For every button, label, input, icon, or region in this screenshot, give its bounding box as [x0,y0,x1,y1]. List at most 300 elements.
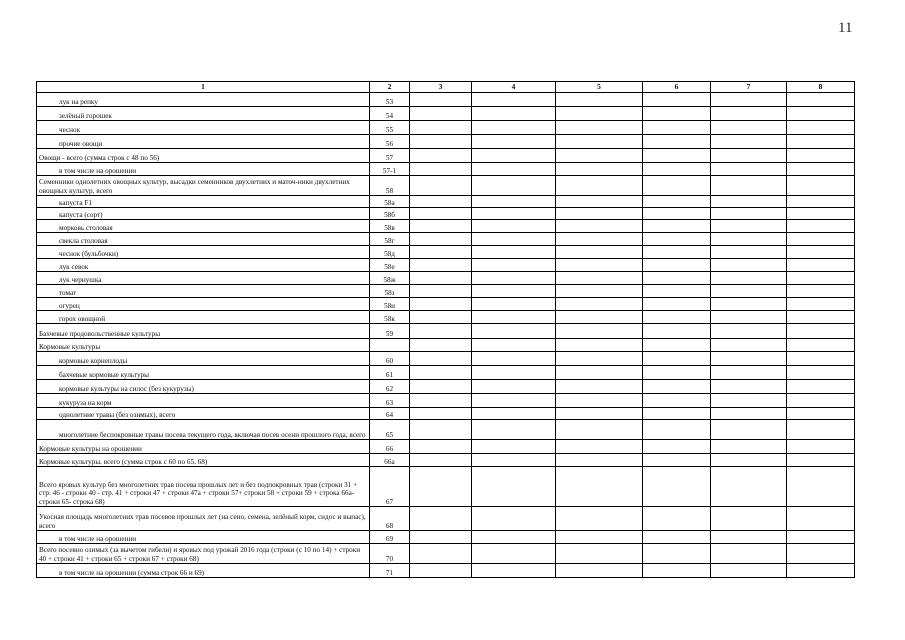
value-cell-col-8[interactable] [787,93,855,107]
value-cell-col-3[interactable] [410,176,472,196]
value-cell-col-4[interactable] [472,272,556,285]
row-code: 63 [370,394,410,408]
value-cell-col-8[interactable] [787,324,855,339]
value-cell-col-5[interactable] [556,440,643,454]
value-cell-col-5[interactable] [556,324,643,339]
row-code: 58е [370,259,410,272]
value-cell-col-4[interactable] [472,149,556,163]
value-cell-col-5[interactable] [556,339,643,352]
value-cell-col-8[interactable] [787,135,855,149]
value-cell-col-3[interactable] [410,259,472,272]
row-label: капуста (сорт) [37,208,370,220]
value-cell-col-8[interactable] [787,454,855,467]
value-cell-col-3[interactable] [410,339,472,352]
row-code: 57-1 [370,163,410,176]
value-cell-col-5[interactable] [556,176,643,196]
table-row [37,352,855,366]
value-cell-col-5[interactable] [556,93,643,107]
row-code: 65 [370,420,410,440]
row-code: 58д [370,246,410,259]
value-cell-col-4[interactable] [472,220,556,233]
value-cell-col-8[interactable] [787,121,855,135]
value-cell-col-5[interactable] [556,121,643,135]
value-cell-col-4[interactable] [472,196,556,208]
value-cell-col-6[interactable] [643,233,711,246]
value-cell-col-6[interactable] [643,135,711,149]
value-cell-col-6[interactable] [643,272,711,285]
column-header: 5 [556,82,643,93]
value-cell-col-5[interactable] [556,420,643,440]
value-cell-col-4[interactable] [472,454,556,467]
value-cell-col-3[interactable] [410,366,472,380]
row-code: 53 [370,93,410,107]
value-cell-col-7[interactable] [711,220,787,233]
table-row [37,324,855,339]
row-label: морковь столовая [37,220,370,233]
value-cell-col-3[interactable] [410,440,472,454]
value-cell-col-6[interactable] [643,298,711,311]
value-cell-col-7[interactable] [711,366,787,380]
row-code: 66а [370,454,410,467]
value-cell-col-7[interactable] [711,380,787,394]
value-cell-col-3[interactable] [410,135,472,149]
value-cell-col-8[interactable] [787,564,855,578]
row-label: огурец [37,298,370,311]
value-cell-col-5[interactable] [556,311,643,324]
value-cell-col-6[interactable] [643,149,711,163]
value-cell-col-3[interactable] [410,394,472,408]
value-cell-col-7[interactable] [711,394,787,408]
table-row [37,135,855,149]
value-cell-col-8[interactable] [787,352,855,366]
table-row [37,149,855,163]
value-cell-col-7[interactable] [711,163,787,176]
value-cell-col-3[interactable] [410,467,472,507]
value-cell-col-4[interactable] [472,324,556,339]
value-cell-col-7[interactable] [711,121,787,135]
column-header: 3 [410,82,472,93]
row-label: прочие овощи [37,135,370,149]
table-row [37,380,855,394]
table-row [37,531,855,544]
value-cell-col-3[interactable] [410,352,472,366]
value-cell-col-4[interactable] [472,233,556,246]
row-code: 61 [370,366,410,380]
value-cell-col-5[interactable] [556,135,643,149]
column-header: 1 [37,82,370,93]
column-header: 6 [643,82,711,93]
value-cell-col-8[interactable] [787,531,855,544]
value-cell-col-4[interactable] [472,163,556,176]
value-cell-col-7[interactable] [711,208,787,220]
value-cell-col-6[interactable] [643,339,711,352]
row-code: 57 [370,149,410,163]
value-cell-col-6[interactable] [643,394,711,408]
value-cell-col-6[interactable] [643,220,711,233]
table-row [37,246,855,259]
value-cell-col-6[interactable] [643,285,711,298]
table-row [37,366,855,380]
value-cell-col-8[interactable] [787,380,855,394]
value-cell-col-7[interactable] [711,176,787,196]
table-row [37,285,855,298]
value-cell-col-7[interactable] [711,324,787,339]
value-cell-col-6[interactable] [643,121,711,135]
value-cell-col-5[interactable] [556,467,643,507]
value-cell-col-3[interactable] [410,107,472,121]
value-cell-col-7[interactable] [711,507,787,531]
value-cell-col-7[interactable] [711,531,787,544]
value-cell-col-5[interactable] [556,220,643,233]
row-code: 58 [370,176,410,196]
value-cell-col-7[interactable] [711,408,787,420]
value-cell-col-8[interactable] [787,163,855,176]
value-cell-col-8[interactable] [787,408,855,420]
value-cell-col-5[interactable] [556,259,643,272]
row-label: чеснок (бульбочки) [37,246,370,259]
value-cell-col-4[interactable] [472,339,556,352]
value-cell-col-8[interactable] [787,233,855,246]
value-cell-col-3[interactable] [410,544,472,564]
value-cell-col-8[interactable] [787,259,855,272]
value-cell-col-3[interactable] [410,233,472,246]
value-cell-col-4[interactable] [472,246,556,259]
table-row [37,220,855,233]
value-cell-col-4[interactable] [472,311,556,324]
value-cell-col-8[interactable] [787,366,855,380]
value-cell-col-6[interactable] [643,454,711,467]
header-row [37,82,855,93]
row-code: 66 [370,440,410,454]
value-cell-col-6[interactable] [643,93,711,107]
row-label: многолетние беспокровные травы посева текущего года, включая посев осени прошлого года, всего [37,420,370,440]
value-cell-col-8[interactable] [787,149,855,163]
value-cell-col-7[interactable] [711,564,787,578]
value-cell-col-4[interactable] [472,420,556,440]
value-cell-col-8[interactable] [787,220,855,233]
row-code: 64 [370,408,410,420]
value-cell-col-5[interactable] [556,107,643,121]
row-label: Овощи - всего (сумма строк с 48 по 56) [37,149,370,163]
value-cell-col-5[interactable] [556,208,643,220]
row-code: 54 [370,107,410,121]
value-cell-col-5[interactable] [556,564,643,578]
value-cell-col-7[interactable] [711,311,787,324]
value-cell-col-5[interactable] [556,394,643,408]
row-code: 58в [370,220,410,233]
value-cell-col-6[interactable] [643,380,711,394]
value-cell-col-7[interactable] [711,467,787,507]
value-cell-col-3[interactable] [410,298,472,311]
value-cell-col-5[interactable] [556,454,643,467]
row-code: 58и [370,298,410,311]
column-header: 2 [370,82,410,93]
table-row [37,394,855,408]
row-label: зелёный горошек [37,107,370,121]
value-cell-col-6[interactable] [643,352,711,366]
value-cell-col-5[interactable] [556,366,643,380]
value-cell-col-5[interactable] [556,233,643,246]
value-cell-col-6[interactable] [643,196,711,208]
value-cell-col-6[interactable] [643,311,711,324]
row-label: Кормовые культуры [37,339,370,352]
column-header: 8 [787,82,855,93]
value-cell-col-4[interactable] [472,121,556,135]
row-code: 58а [370,196,410,208]
table-row [37,440,855,454]
table-row [37,544,855,564]
value-cell-col-8[interactable] [787,196,855,208]
value-cell-col-5[interactable] [556,196,643,208]
row-label: Кормовые культуры, всего (сумма строк с 60 по 65, 68) [37,454,370,467]
value-cell-col-7[interactable] [711,544,787,564]
table-row [37,420,855,440]
row-code: 67 [370,467,410,507]
value-cell-col-7[interactable] [711,339,787,352]
row-code: 69 [370,531,410,544]
value-cell-col-7[interactable] [711,352,787,366]
value-cell-col-3[interactable] [410,420,472,440]
row-code: 58г [370,233,410,246]
value-cell-col-3[interactable] [410,531,472,544]
value-cell-col-8[interactable] [787,420,855,440]
value-cell-col-6[interactable] [643,564,711,578]
value-cell-col-7[interactable] [711,440,787,454]
row-label: Всего яровых культур без многолетних трав посева прошлых лет и без подпокровных трав (строки 31 + стр. 46 - строки 40 - стр. 41 + строки 47 + строки 47а + строки 57+ строки 58 + строки 59 + строка 66а- строки 65- строка 68) [37,467,370,507]
table-row [37,121,855,135]
value-cell-col-7[interactable] [711,196,787,208]
table-row [37,339,855,352]
value-cell-col-6[interactable] [643,440,711,454]
value-cell-col-3[interactable] [410,163,472,176]
value-cell-col-6[interactable] [643,467,711,507]
row-label: Семенники однолетних овощных культур, высадки семенников двухлетних и маточ-ники двухлетних овощных культур, всего [37,176,370,196]
value-cell-col-4[interactable] [472,107,556,121]
table-row [37,259,855,272]
column-header: 7 [711,82,787,93]
row-label: в том числе на орошении [37,531,370,544]
column-header: 4 [472,82,556,93]
value-cell-col-8[interactable] [787,246,855,259]
value-cell-col-6[interactable] [643,507,711,531]
row-code [370,339,410,352]
value-cell-col-7[interactable] [711,149,787,163]
value-cell-col-7[interactable] [711,135,787,149]
value-cell-col-3[interactable] [410,121,472,135]
value-cell-col-7[interactable] [711,259,787,272]
table-body [37,93,855,578]
row-code: 59 [370,324,410,339]
table-row [37,454,855,467]
value-cell-col-5[interactable] [556,246,643,259]
row-label: Укосная площадь многолетних трав посевов прошлых лет (на сено, семена, зелёный корм, сидос и выпас), всего [37,507,370,531]
value-cell-col-8[interactable] [787,272,855,285]
row-label: горох овощной [37,311,370,324]
row-label: лук чернушка [37,272,370,285]
row-code: 70 [370,544,410,564]
row-code: 71 [370,564,410,578]
value-cell-col-4[interactable] [472,93,556,107]
row-code: 58к [370,311,410,324]
value-cell-col-3[interactable] [410,149,472,163]
value-cell-col-8[interactable] [787,544,855,564]
value-cell-col-4[interactable] [472,564,556,578]
row-label: капуста F1 [37,196,370,208]
row-code: 56 [370,135,410,149]
value-cell-col-5[interactable] [556,507,643,531]
value-cell-col-7[interactable] [711,93,787,107]
value-cell-col-6[interactable] [643,176,711,196]
value-cell-col-4[interactable] [472,394,556,408]
value-cell-col-8[interactable] [787,339,855,352]
value-cell-col-6[interactable] [643,246,711,259]
value-cell-col-4[interactable] [472,380,556,394]
row-label: однолетние травы (без озимых), всего [37,408,370,420]
value-cell-col-8[interactable] [787,311,855,324]
value-cell-col-4[interactable] [472,531,556,544]
page-number: 11 [838,20,853,36]
row-label: Кормовые культуры на орошении [37,440,370,454]
value-cell-col-8[interactable] [787,467,855,507]
data-table [36,81,855,578]
value-cell-col-4[interactable] [472,298,556,311]
value-cell-col-3[interactable] [410,408,472,420]
value-cell-col-8[interactable] [787,298,855,311]
row-label: кормовые корнеплоды [37,352,370,366]
value-cell-col-5[interactable] [556,272,643,285]
value-cell-col-3[interactable] [410,220,472,233]
value-cell-col-8[interactable] [787,394,855,408]
value-cell-col-8[interactable] [787,208,855,220]
row-label: в том числе на орошении [37,163,370,176]
value-cell-col-6[interactable] [643,544,711,564]
value-cell-col-3[interactable] [410,196,472,208]
value-cell-col-6[interactable] [643,420,711,440]
value-cell-col-4[interactable] [472,176,556,196]
table-row [37,208,855,220]
table-row [37,564,855,578]
value-cell-col-7[interactable] [711,233,787,246]
table-row [37,93,855,107]
value-cell-col-4[interactable] [472,259,556,272]
value-cell-col-5[interactable] [556,149,643,163]
row-code: 58ж [370,272,410,285]
value-cell-col-6[interactable] [643,208,711,220]
value-cell-col-3[interactable] [410,311,472,324]
value-cell-col-8[interactable] [787,507,855,531]
value-cell-col-3[interactable] [410,285,472,298]
value-cell-col-4[interactable] [472,507,556,531]
value-cell-col-6[interactable] [643,107,711,121]
table-row [37,311,855,324]
row-label: чеснок [37,121,370,135]
row-label: бахчевые кормовые культуры [37,366,370,380]
value-cell-col-5[interactable] [556,285,643,298]
value-cell-col-5[interactable] [556,298,643,311]
value-cell-col-6[interactable] [643,408,711,420]
value-cell-col-5[interactable] [556,408,643,420]
value-cell-col-4[interactable] [472,208,556,220]
value-cell-col-4[interactable] [472,135,556,149]
value-cell-col-7[interactable] [711,454,787,467]
row-label: лук на репку [37,93,370,107]
value-cell-col-6[interactable] [643,324,711,339]
row-code: 58б [370,208,410,220]
value-cell-col-8[interactable] [787,176,855,196]
row-label: кукуруза на корм [37,394,370,408]
table-row [37,408,855,420]
value-cell-col-3[interactable] [410,454,472,467]
table-row [37,298,855,311]
value-cell-col-8[interactable] [787,285,855,298]
value-cell-col-4[interactable] [472,285,556,298]
row-label: томат [37,285,370,298]
row-label: кормовые культуры на силос (без кукурузы) [37,380,370,394]
table-row [37,196,855,208]
value-cell-col-4[interactable] [472,352,556,366]
value-cell-col-7[interactable] [711,272,787,285]
table-row [37,272,855,285]
table-row [37,233,855,246]
row-code: 68 [370,507,410,531]
value-cell-col-3[interactable] [410,93,472,107]
row-code: 55 [370,121,410,135]
value-cell-col-4[interactable] [472,440,556,454]
row-code: 62 [370,380,410,394]
value-cell-col-8[interactable] [787,440,855,454]
table-row [37,467,855,507]
value-cell-col-5[interactable] [556,544,643,564]
row-code: 60 [370,352,410,366]
value-cell-col-6[interactable] [643,531,711,544]
value-cell-col-8[interactable] [787,107,855,121]
value-cell-col-7[interactable] [711,246,787,259]
value-cell-col-5[interactable] [556,163,643,176]
row-label: в том числе на орошении (сумма строк 66 и 69) [37,564,370,578]
value-cell-col-5[interactable] [556,531,643,544]
table-row [37,107,855,121]
row-label: лук севок [37,259,370,272]
value-cell-col-3[interactable] [410,380,472,394]
value-cell-col-7[interactable] [711,107,787,121]
value-cell-col-3[interactable] [410,246,472,259]
value-cell-col-4[interactable] [472,544,556,564]
value-cell-col-3[interactable] [410,564,472,578]
value-cell-col-6[interactable] [643,366,711,380]
value-cell-col-4[interactable] [472,408,556,420]
row-label: свекла столовая [37,233,370,246]
value-cell-col-5[interactable] [556,380,643,394]
value-cell-col-6[interactable] [643,163,711,176]
value-cell-col-3[interactable] [410,272,472,285]
table-row [37,163,855,176]
value-cell-col-4[interactable] [472,467,556,507]
value-cell-col-3[interactable] [410,507,472,531]
value-cell-col-7[interactable] [711,420,787,440]
value-cell-col-5[interactable] [556,352,643,366]
value-cell-col-3[interactable] [410,324,472,339]
row-code: 58з [370,285,410,298]
value-cell-col-6[interactable] [643,259,711,272]
value-cell-col-3[interactable] [410,208,472,220]
row-label: Всего посеяно озимых (за вычетом гибели) и яровых под урожай 2016 года (строки (с 10 по 14) + строки 40 + строки 41 + строки 65 + строки 67 + строки 68) [37,544,370,564]
value-cell-col-7[interactable] [711,298,787,311]
value-cell-col-7[interactable] [711,285,787,298]
value-cell-col-4[interactable] [472,366,556,380]
table-row [37,176,855,196]
row-label: Бахчевые продовольственные культуры [37,324,370,339]
table-row [37,507,855,531]
